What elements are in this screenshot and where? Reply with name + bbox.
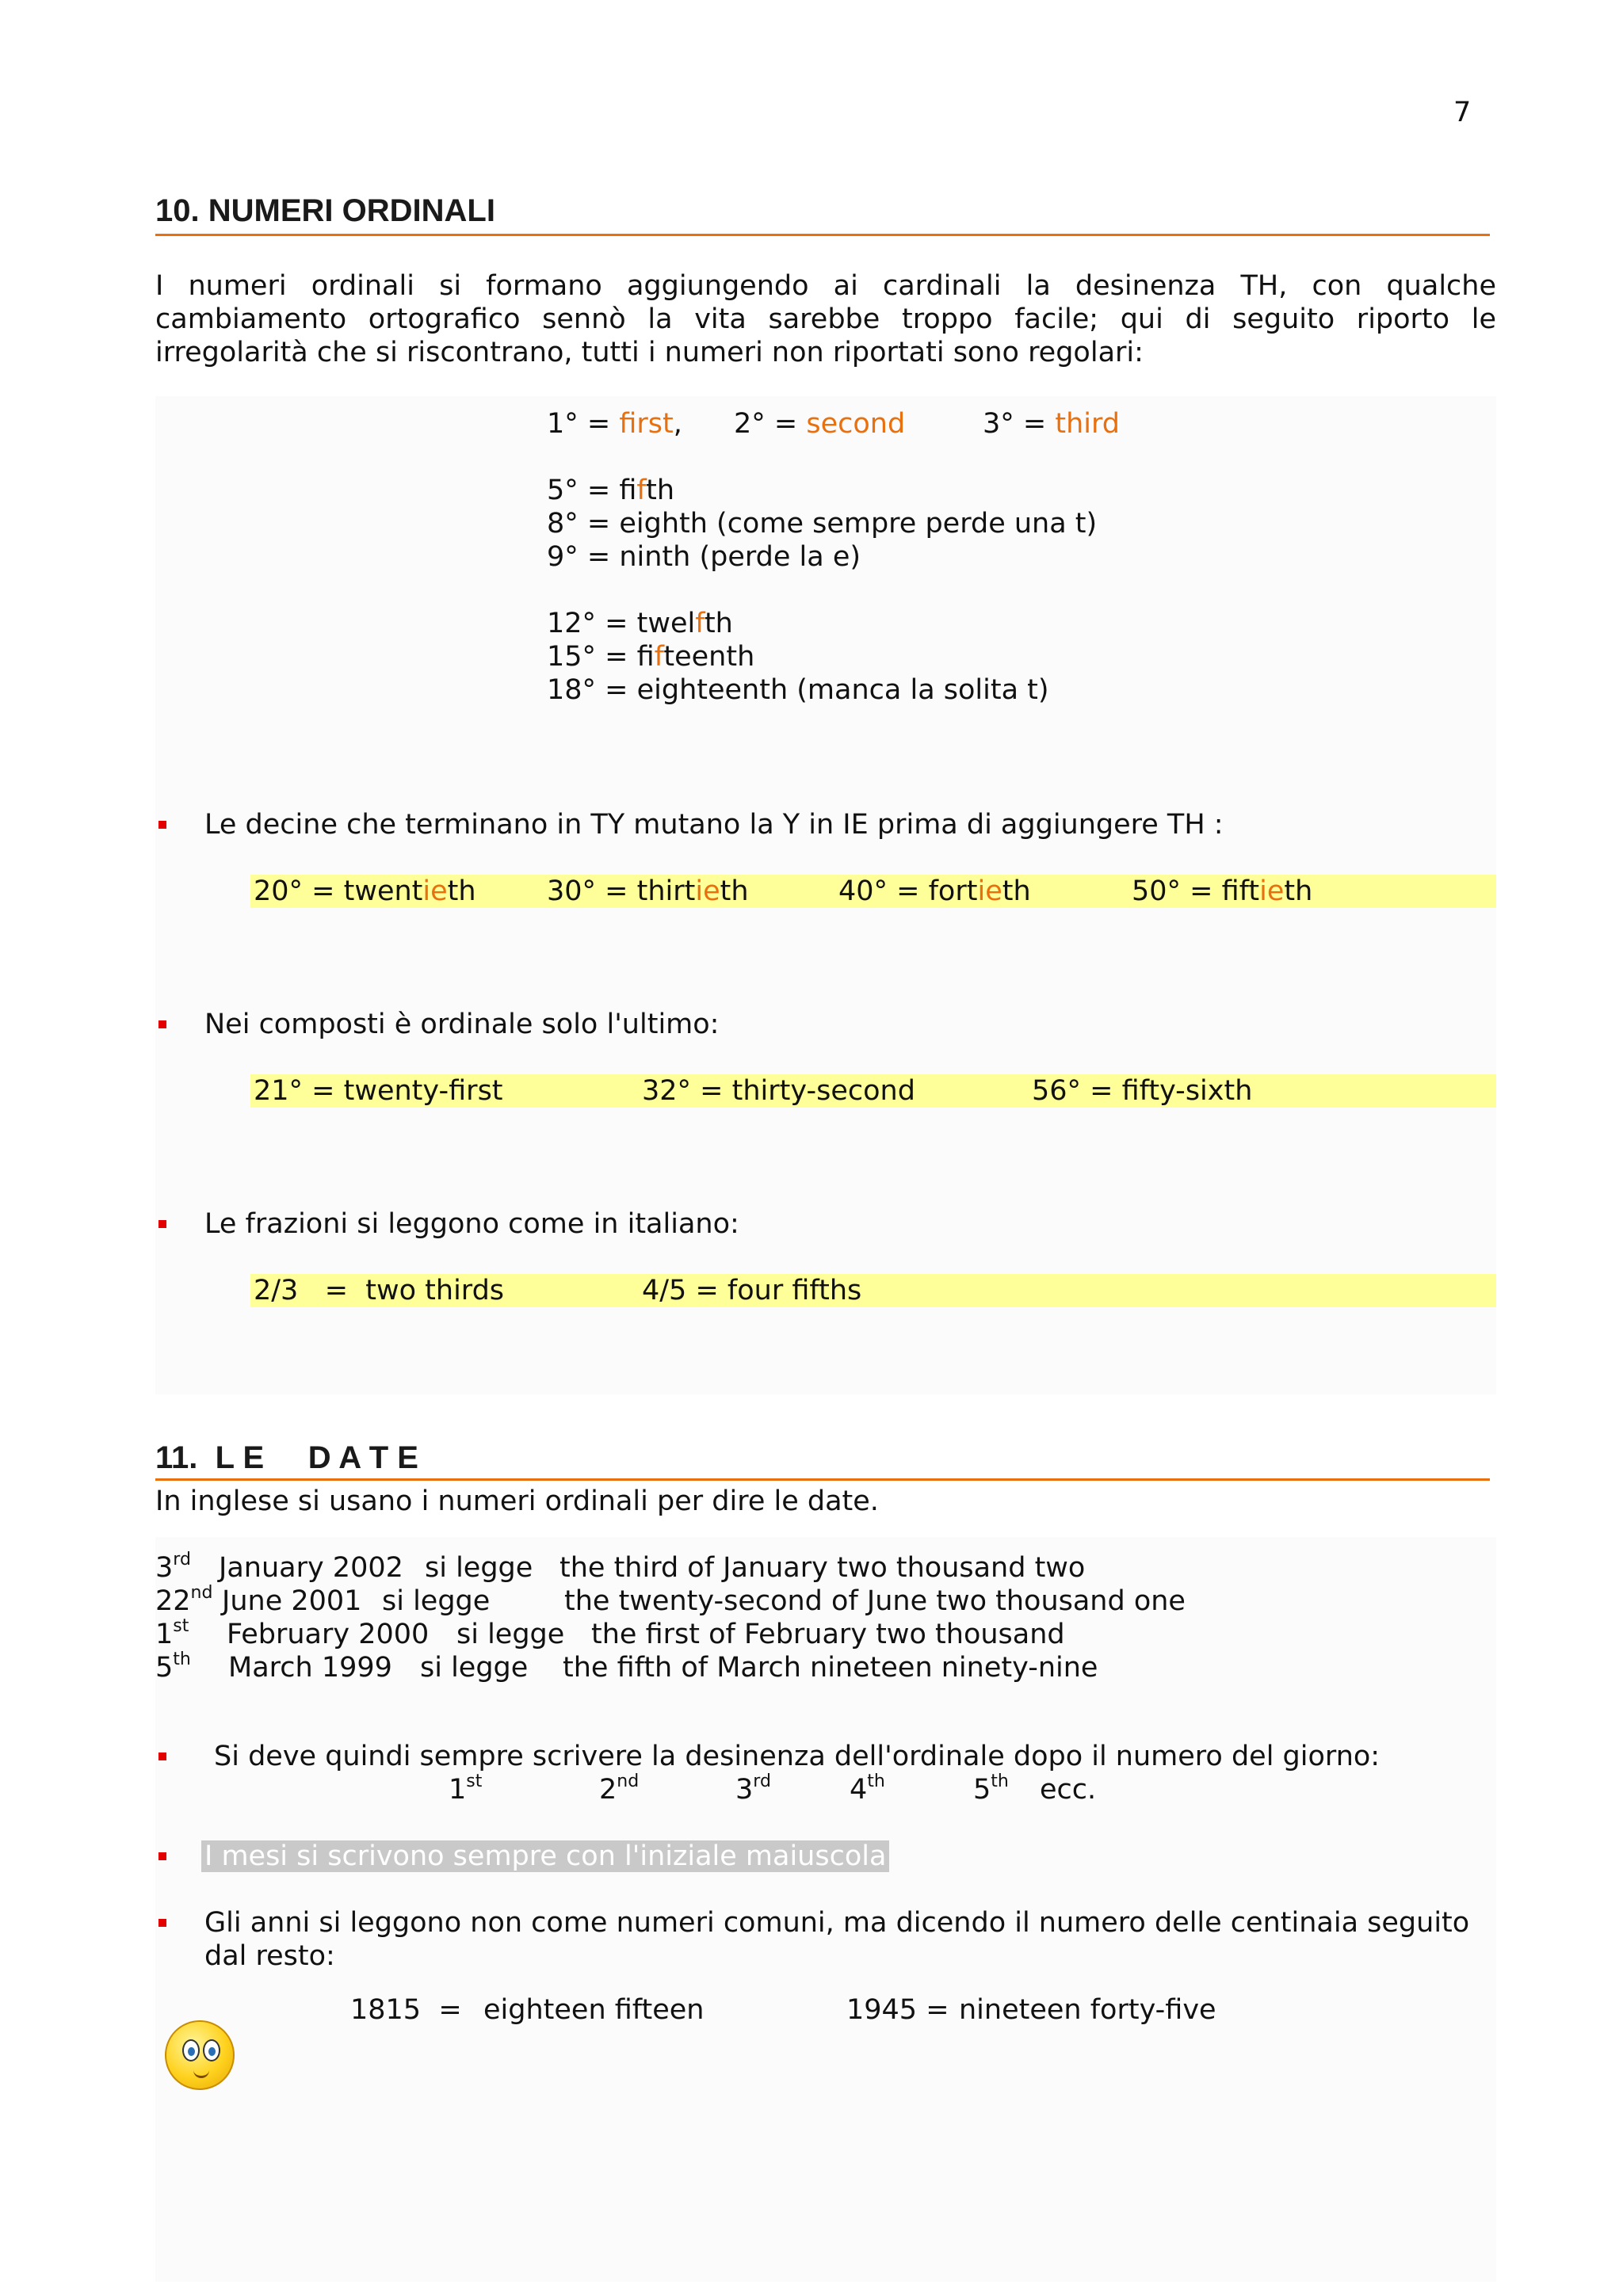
suffix-number: 2 [599,1774,617,1806]
year-number: 1815 = [350,1994,462,2026]
tens-20-pre: 20° = twent [254,875,423,907]
tens-item-20 [254,875,476,908]
date-day: 22 [155,1585,191,1617]
compound-item: 56° = fifty-sixth [1032,1075,1253,1107]
date-day: 3 [155,1552,174,1584]
suffix-number: 5 [973,1774,991,1806]
date-si-legge: si legge [420,1652,529,1684]
section-10-intro: I numeri ordinali si formano aggiungendo ai cardinali la desinenza TH, con qualche cambiamento ortografico sennò la vita sarebbe troppo facile; qui di seguito riporto le irregolarità che si riscontrano, tutti i numeri non riportati sono regolari: [155,270,1496,368]
date-day: 1 [155,1619,174,1650]
tens-item-30 [547,875,749,908]
bullet-fractions-text: Le frazioni si leggono come in italiano: [204,1208,739,1240]
date-suffix: st [173,1616,189,1636]
ordinal-3-label: 3° = [983,408,1056,440]
irregular-18: 18° = eighteenth (manca la solita t) [547,674,1049,706]
suffix-example [599,1773,639,1806]
date-si-legge: si legge [382,1585,491,1617]
irregular-8: 8° = eighth (come sempre perde una t) [547,508,1098,540]
suffix-sup: st [466,1772,483,1791]
compound-item: 21° = twenty-first [254,1075,503,1107]
bullet-icon [158,1852,166,1860]
irregular-row-2 [734,407,905,441]
date-text: February 2000 [227,1619,430,1650]
suffix-number: 4 [850,1774,868,1806]
suffix-number: 1 [449,1774,467,1806]
date-text: January 2002 [219,1552,403,1584]
section-11-intro: In inglese si usano i numeri ordinali per dire le date. [155,1486,879,1517]
irregular-5-pre: 5° = fi [547,475,637,506]
irregular-15 [547,640,754,673]
section-10-rule [155,234,1490,236]
smiley-eye-left [182,2039,200,2061]
tens-50-pre: 50° = fift [1132,875,1260,907]
tens-30-post: th [720,875,749,907]
irregular-row-1 [547,407,682,441]
suffix-example [973,1773,1009,1806]
irregular-15-pre: 15° = fi [547,641,655,673]
suffix-example [735,1773,771,1806]
section-11-title: 11. L E D A T E [155,1440,418,1475]
date-day: 5 [155,1652,174,1684]
suffix-sup: nd [617,1772,640,1791]
months-highlight: I mesi si scrivono sempre con l'iniziale maiuscola [201,1840,889,1872]
bullet-suffix-text: Si deve quindi sempre scrivere la desinenza dell'ordinale dopo il numero del giorno: [214,1741,1381,1772]
smiley-icon [165,2020,235,2090]
irregular-5-post: th [646,475,675,506]
date-reading: the twenty-second of June two thousand one [564,1585,1186,1617]
year-number: 1945 = [846,1994,949,2026]
date-suffix: rd [173,1550,191,1569]
tens-30-highlight: ie [695,875,720,907]
ordinal-1-label: 1° = [547,408,620,440]
irregular-12 [547,607,733,640]
bullet-icon [158,1020,166,1028]
tens-20-post: th [447,875,476,907]
suffix-sup: th [867,1772,885,1791]
tens-item-40 [838,875,1031,908]
date-text: March 1999 [228,1652,392,1684]
irregular-15-post: teenth [663,641,755,673]
date-reading: the first of February two thousand [591,1619,1065,1650]
suffix-example [850,1773,885,1806]
tens-50-post: th [1284,875,1313,907]
suffix-example [449,1773,482,1806]
page-number: 7 [1453,97,1472,128]
compound-item: 32° = thirty-second [642,1075,915,1107]
section-11-rule [155,1478,1490,1481]
irregular-12-post: th [704,608,733,639]
date-row [155,1618,189,1651]
bullet-compounds-text: Nei composti è ordinale solo l'ultimo: [204,1009,720,1040]
year-reading: nineteen forty-five [959,1994,1216,2026]
tens-40-post: th [1002,875,1031,907]
suffix-ecc: ecc. [1040,1774,1097,1806]
bullet-years-text: Gli anni si leggono non come numeri comuni, ma dicendo il numero delle centinaia seguito dal resto: [204,1907,1470,1972]
smiley-eye-right [203,2039,220,2061]
tens-20-highlight: ie [422,875,448,907]
date-reading: the fifth of March nineteen ninety-nine [563,1652,1098,1684]
date-row [155,1585,212,1618]
bullet-icon [158,1919,166,1927]
irregular-12-highlight: f [695,608,705,639]
tens-30-pre: 30° = thirt [547,875,696,907]
bullet-months-text [201,1840,889,1873]
ordinal-2-label: 2° = [734,408,807,440]
fraction-item: 4/5 = four fifths [642,1275,862,1306]
date-row [155,1551,191,1585]
irregular-15-highlight: f [654,641,664,673]
date-suffix: nd [190,1583,213,1603]
tens-item-50 [1132,875,1312,908]
date-reading: the third of January two thousand two [559,1552,1086,1584]
ordinal-2-word: second [806,408,906,440]
suffix-sup: th [991,1772,1009,1791]
irregular-12-pre: 12° = twel [547,608,696,639]
date-text: June 2001 [222,1585,362,1617]
fraction-item: 2/3 = two thirds [254,1275,505,1306]
ordinal-1-comma: , [673,408,682,440]
irregular-5-highlight: f [636,475,647,506]
bullet-icon [158,1753,166,1760]
suffix-number: 3 [735,1774,754,1806]
year-reading: eighteen fifteen [483,1994,705,2026]
irregular-5 [547,474,674,507]
bullet-tens-text: Le decine che terminano in TY mutano la Y in IE prima di aggiungere TH : [204,809,1224,841]
ordinal-3-word: third [1055,408,1120,440]
bullet-icon [158,1220,166,1228]
section-10-title: 10. NUMERI ORDINALI [155,193,495,228]
tens-40-pre: 40° = fort [838,875,978,907]
ordinal-1-word: first [619,408,674,440]
irregular-9: 9° = ninth (perde la e) [547,541,861,573]
suffix-sup: rd [753,1772,771,1791]
date-row [155,1651,191,1684]
tens-40-highlight: ie [977,875,1002,907]
date-suffix: th [173,1650,191,1669]
tens-50-highlight: ie [1259,875,1285,907]
date-si-legge: si legge [456,1619,565,1650]
smiley-mouth [193,2069,209,2078]
bullet-icon [158,821,166,829]
irregular-row-3 [983,407,1120,441]
date-si-legge: si legge [425,1552,533,1584]
